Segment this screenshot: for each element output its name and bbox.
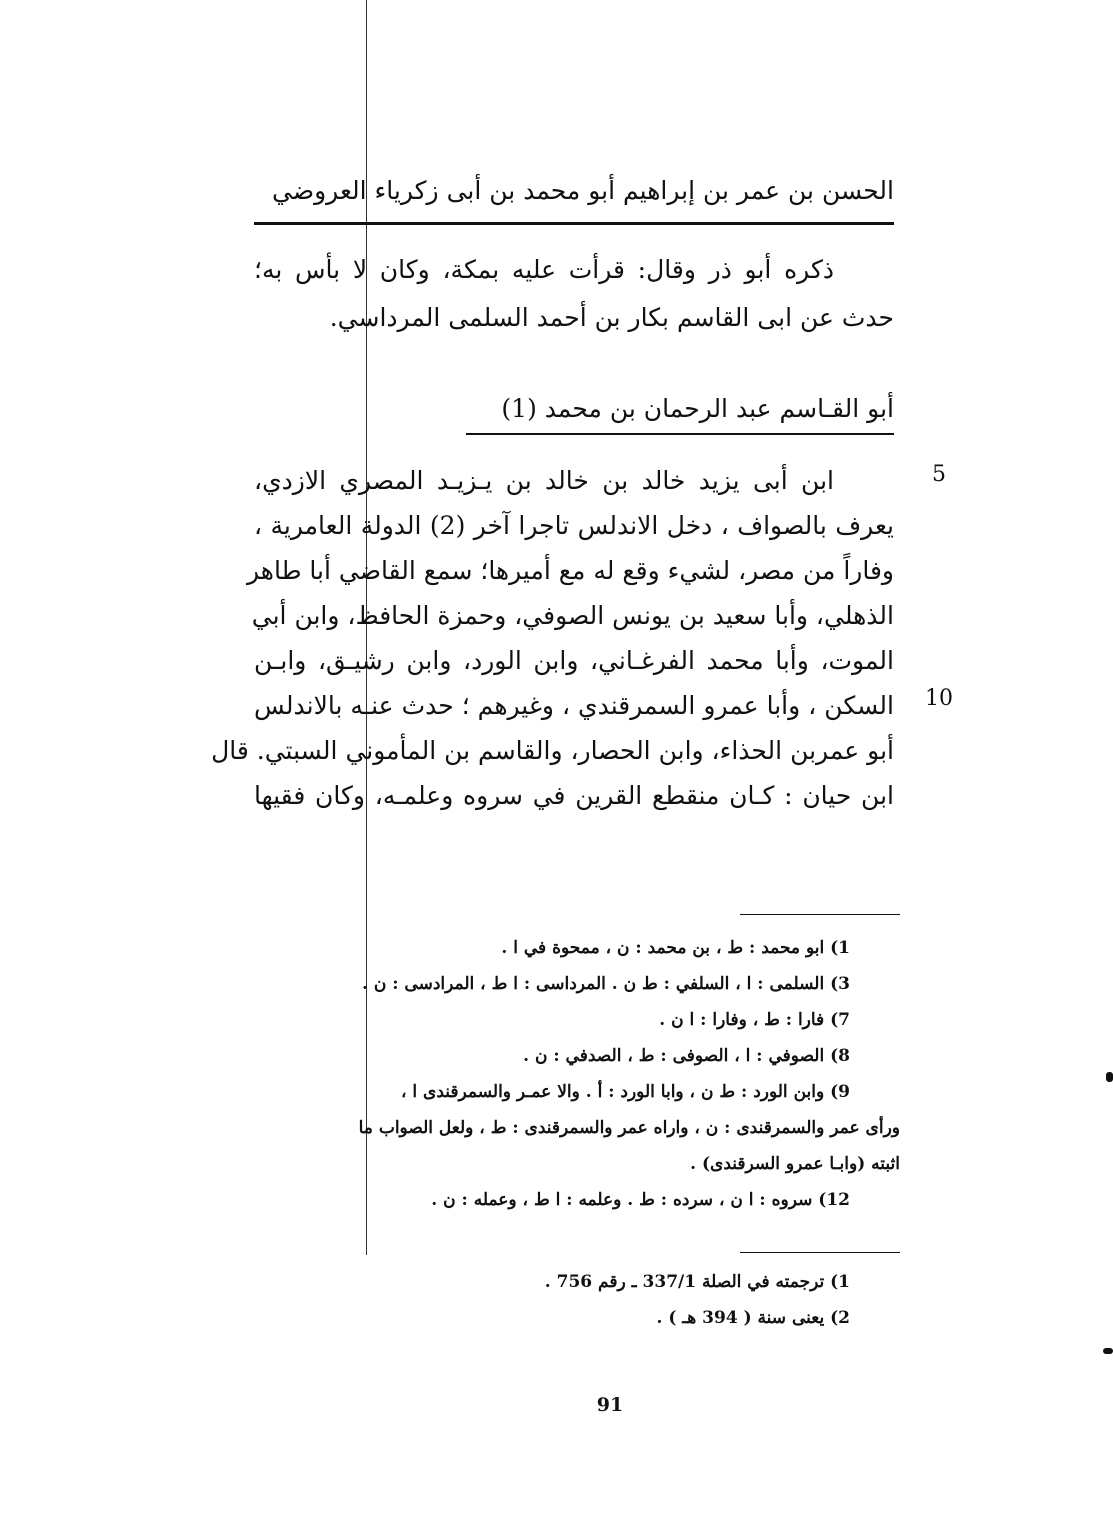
page-number: 91 — [596, 1394, 624, 1416]
entry-paragraph-2 — [211, 458, 894, 818]
line-number: 10 — [925, 686, 953, 711]
footnote: 8) الصوفي : ا ، الصوفى : ط ، الصدفي : ن . — [523, 1046, 850, 1066]
text-line: حدث عن ابى القاسم بكار بن أحمد السلمى المرداسي. — [329, 303, 894, 332]
text-line: أبو عمربن الحذاء، وابن الحصار، والقاسم بن المأموني السبتي. قال — [211, 736, 894, 765]
variant-footnotes — [250, 930, 900, 1218]
footnote: 2) يعنى سنة ( 394 هـ ) . — [656, 1308, 850, 1328]
running-header: الحسن بن عمر بن إبراهيم أبو محمد بن أبى زكرياء العروضي — [272, 176, 894, 205]
text-line: الموت، وأبا محمد الفرغـاني، وابن الورد، وابن رشيـق، وابـن — [254, 646, 894, 675]
footnote-rule — [740, 1252, 900, 1253]
text-line: ابن حيان : كـان منقطع القرين في سروه وعلمـه، وكان فقيها — [254, 781, 894, 810]
footnote: 7) فارا : ط ، وفارا : ا ن . — [659, 1010, 850, 1030]
text-line: ذكره أبو ذر وقال: قرأت عليه بمكة، وكان لا بأس به؛ — [254, 255, 834, 284]
margin-mark — [1106, 1072, 1113, 1082]
text-line: وفاراً من مصر، لشيء وقع له مع أميرها؛ سمع القاضي أبا طاهر — [246, 556, 894, 585]
footnote: 1) ترجمته في الصلة 337/1 ـ رقم 756 . — [544, 1272, 850, 1292]
text-line: السكن ، وأبا عمرو السمرقندي ، وغيرهم ؛ حدث عنـه بالاندلس — [254, 691, 894, 720]
header-rule — [254, 222, 894, 225]
footnote-continuation: ورأى عمر والسمرقندى : ن ، واراه عمر والسمرقندى : ط ، ولعل الصواب ما — [358, 1118, 900, 1138]
margin-mark — [1103, 1348, 1113, 1354]
entry-paragraph-1 — [254, 246, 894, 342]
line-number: 5 — [932, 462, 946, 487]
text-line: الذهلي، وأبا سعيد بن يونس الصوفي، وحمزة الحافظ، وابن أبي — [251, 601, 894, 630]
section-heading: أبو القـاسم عبد الرحمان بن محمد (1) — [501, 394, 894, 423]
footnote: 1) ابو محمد : ط ، بن محمد : ن ، ممحوة في ا . — [501, 938, 850, 958]
author-footnotes — [250, 1264, 900, 1336]
footnote: 9) وابن الورد : ط ن ، وابا الورد : أ . والا عمـر والسمرقندى ا ، — [401, 1082, 850, 1102]
footnote-rule — [740, 914, 900, 915]
text-line: ابن أبى يزيد خالد بن خالد بن يـزيـد المصري الازدي، — [254, 466, 834, 495]
section-rule — [466, 433, 894, 435]
text-line: يعرف بالصواف ، دخل الاندلس تاجرا آخر (2) الدولة العامرية ، — [254, 511, 894, 540]
footnote-continuation: اثبته (وابـا عمرو السرقندى) . — [690, 1154, 900, 1174]
footnote: 3) السلمى : ا ، السلفي : ط ن . المرداسى : ا ط ، المرادسى : ن . — [362, 974, 850, 994]
footnote: 12) سروه : ا ن ، سرده : ط . وعلمه : ا ط ، وعمله : ن . — [431, 1190, 850, 1210]
